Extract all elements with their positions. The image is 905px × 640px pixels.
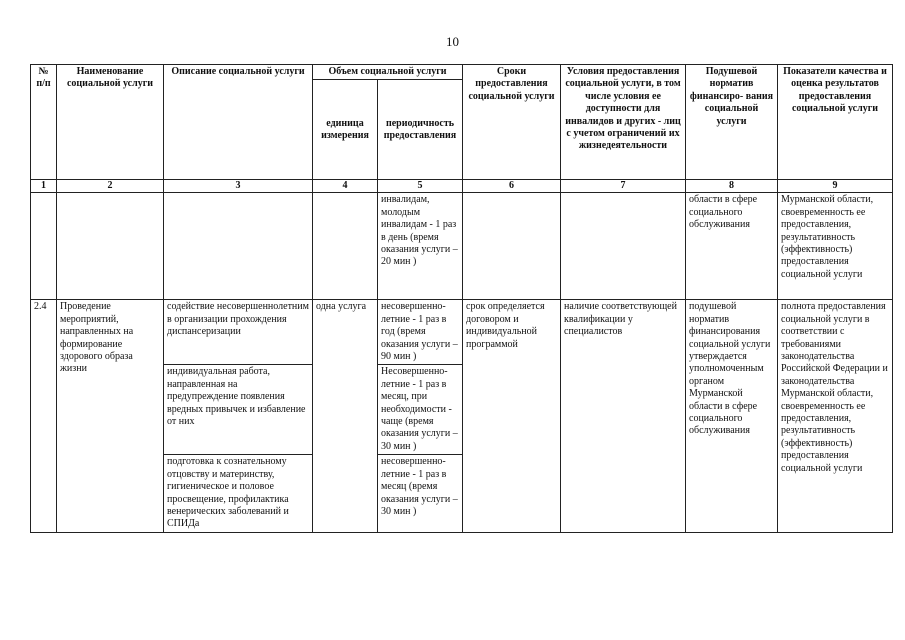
- row-number: 2.4: [31, 300, 57, 532]
- page-number: 10: [446, 34, 459, 49]
- header-normative: Подушевой норматив финансиро- вания социальной услуги: [686, 65, 778, 180]
- header-volume-group: Объем социальной услуги: [313, 65, 463, 80]
- header-quality: Показатели качества и оценка результатов предоставления социальной услуги: [778, 65, 893, 180]
- periodicity: Несовершенно- летние - 1 раз в месяц, при необходимости - чаще (время оказания услуги – 30 мин ): [378, 365, 463, 455]
- periodicity: несовершенно- летние - 1 раз в месяц (время оказания услуги – 30 мин ): [378, 455, 463, 532]
- header-description: Описание социальной услуги: [164, 65, 313, 180]
- column-number: 2: [57, 180, 164, 193]
- column-number-row: [31, 180, 893, 193]
- column-number: 7: [561, 180, 686, 193]
- header-unit: единица измерения: [313, 80, 378, 180]
- column-number: 1: [31, 180, 57, 193]
- services-table: [30, 64, 893, 533]
- header-service-name: Наименование социальной услуги: [57, 65, 164, 180]
- service-normative: подушевой норматив финансирования социальной услуги утверждается уполномоченным органом Мурманской области в сфере социального обслуживания: [686, 300, 778, 532]
- column-number: 8: [686, 180, 778, 193]
- service-term: срок определяется договором и индивидуальной программой: [463, 300, 561, 532]
- header-conditions: Условия предоставления социальной услуги, в том числе условия ее доступности для инвалидов и других - лиц с учетом ограничений их жизнедеятельности: [561, 65, 686, 180]
- table-row: [31, 300, 893, 365]
- column-number: 9: [778, 180, 893, 193]
- column-number: 5: [378, 180, 463, 193]
- column-number: 3: [164, 180, 313, 193]
- service-description: подготовка к сознательному отцовству и материнству, гигиеническое и половое просвещение, профилактика венерических заболеваний и СПИДа: [164, 455, 313, 532]
- service-quality: полнота предоставления социальной услуги в соответствии с требованиями законодательства Российской Федерации и законодательства Мурманской области, своевременность ее предоставления, результативность (эффективность) предоставления социальной услуги: [778, 300, 893, 532]
- periodicity: несовершенно- летние - 1 раз в год (время оказания услуги – 90 мин ): [378, 300, 463, 365]
- continuation-periodicity: инвалидам, молодым инвалидам - 1 раз в день (время оказания услуги – 20 мин ): [378, 193, 463, 300]
- header-num: № п/п: [31, 65, 57, 180]
- continuation-quality: Мурманской области, своевременность ее предоставления, результативность (эффективность) предоставления социальной услуги: [778, 193, 893, 300]
- service-conditions: наличие соответствующей квалификации у специалистов: [561, 300, 686, 532]
- service-description: индивидуальная работа, направленная на предупреждение появления вредных привычек и избавление от них: [164, 365, 313, 455]
- unit-of-measure: одна услуга: [313, 300, 378, 532]
- column-number: 4: [313, 180, 378, 193]
- column-number: 6: [463, 180, 561, 193]
- header-periodicity: периодичность предоставления: [378, 80, 463, 180]
- service-name: Проведение мероприятий, направленных на формирование здорового образа жизни: [57, 300, 164, 532]
- service-description: содействие несовершеннолетним в организации прохождения диспансеризации: [164, 300, 313, 365]
- continuation-normative: области в сфере социального обслуживания: [686, 193, 778, 300]
- continuation-row: [31, 193, 893, 300]
- header-terms: Сроки предоставления социальной услуги: [463, 65, 561, 180]
